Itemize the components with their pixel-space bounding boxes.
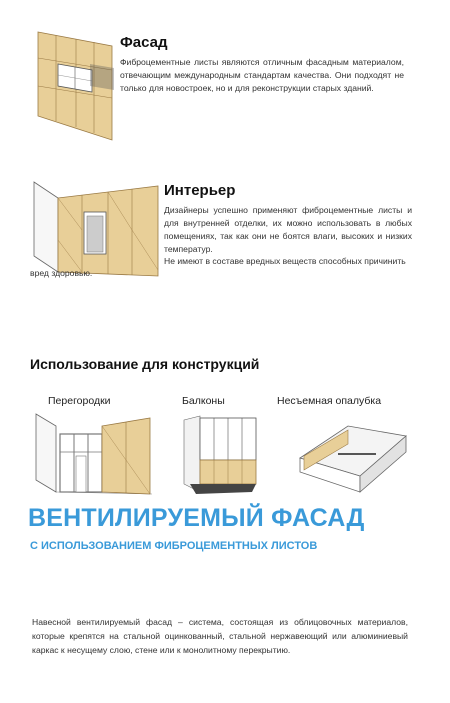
balconies-illustration <box>182 414 260 498</box>
interior-illustration <box>32 180 160 278</box>
interior-text: Дизайнеры успешно применяют фиброцементные листы и для внутренней отделки, их можно использовать в любых помещениях, так как они не боятся влаги, высоких и низких температур. <box>164 205 412 254</box>
construction-label-formwork: Несъемная опалубка <box>277 395 382 407</box>
constructions-title: Использование для конструкций <box>30 356 260 372</box>
ventilated-text: Навесной вентилируемый фасад – система, состоящая из облицовочных материалов, которые крепятся на стальной оцинкованный, стальной нержавеющий или алюминиевый каркас к несущему слою, стене или к монолитному перекрытию. <box>32 617 408 655</box>
facade-illustration <box>34 28 114 143</box>
facade-text: Фиброцементные листы являются отличным фасадным материалом, отвечающим международным стандартам качества. Они подходят не только для новостроек, но и для реконструкции старых зданий. <box>120 57 404 93</box>
ventilated-subtitle: С ИСПОЛЬЗОВАНИЕМ ФИБРОЦЕМЕНТНЫХ ЛИСТОВ <box>30 540 318 552</box>
interior-title: Интерьер <box>164 182 236 199</box>
formwork-illustration <box>298 414 408 494</box>
construction-label-partitions: Перегородки <box>48 395 111 407</box>
ventilated-title: ВЕНТИЛИРУЕМЫЙ ФАСАД <box>28 504 365 532</box>
interior-note-line1: Не имеют в составе вредных веществ способных причинить <box>164 256 406 266</box>
construction-label-balconies: Балконы <box>182 395 225 407</box>
interior-note-line2: вред здоровью. <box>30 268 93 278</box>
facade-title: Фасад <box>120 34 168 51</box>
partitions-illustration <box>34 412 154 496</box>
